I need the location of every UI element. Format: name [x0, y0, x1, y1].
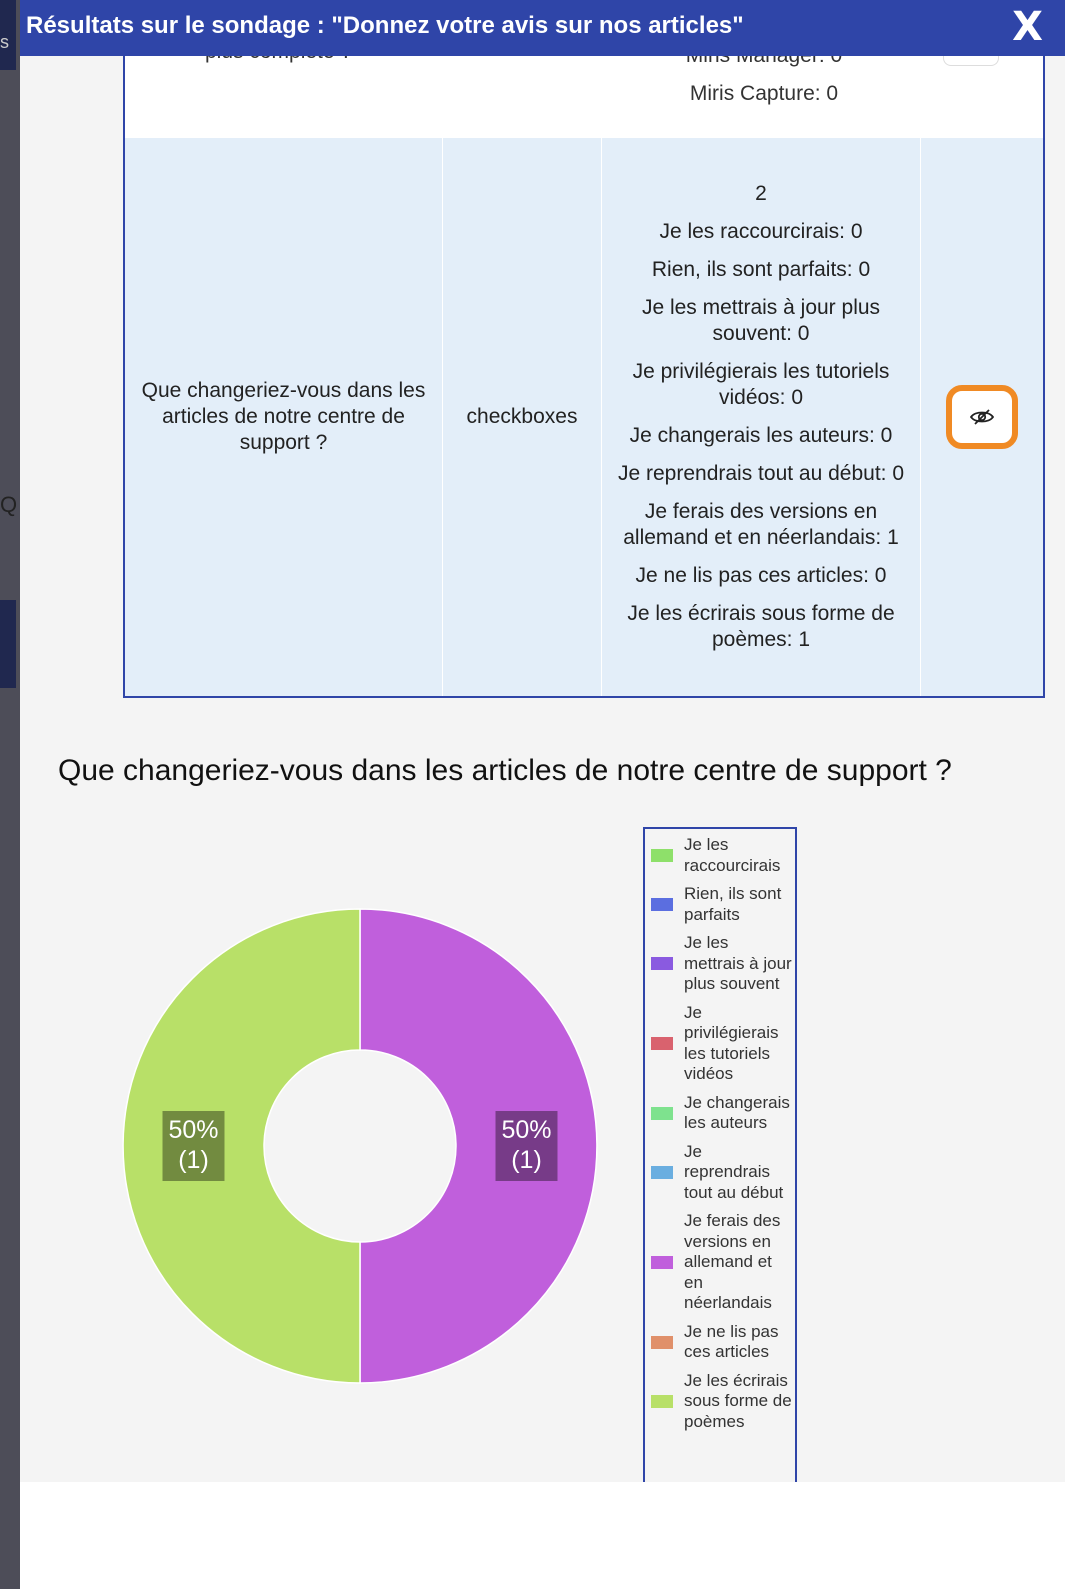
legend-swatch: [651, 1107, 673, 1120]
eye-slash-icon: [970, 409, 994, 425]
pie-slice[interactable]: [123, 909, 360, 1383]
answers-cell: [602, 138, 921, 696]
legend-swatch: [651, 1256, 673, 1269]
backdrop-text-q: Q: [0, 492, 18, 517]
legend-swatch: [651, 957, 673, 970]
legend-item[interactable]: [651, 1003, 795, 1085]
table-row-previous: [125, 56, 1043, 138]
backdrop-text-s: s: [0, 32, 9, 52]
legend-item[interactable]: [651, 933, 795, 995]
legend-label: Rien, ils sont parfaits: [684, 884, 782, 924]
legend-label: Je ne lis pas ces articles: [684, 1321, 779, 1361]
backdrop-nav-block: [0, 600, 16, 688]
legend-label: Je privilégierais les tutoriels vidéos: [684, 1002, 779, 1083]
data-label-percent: 50%: [501, 1116, 552, 1144]
legend-label: Je changerais les auteurs: [684, 1092, 790, 1132]
modal-footer: [20, 1482, 1065, 1589]
legend-item[interactable]: [651, 835, 795, 876]
answer-count: Rien, ils sont parfaits: 0: [651, 258, 871, 281]
answer-total: 2: [755, 182, 767, 205]
answer-count: Je les mettrais à jour plus souvent: 0: [641, 296, 881, 345]
legend-swatch: [651, 849, 673, 862]
modal-header: [20, 0, 1065, 56]
answer-count: Je changerais les auteurs: 0: [629, 424, 893, 447]
modal-body[interactable]: [20, 56, 1065, 1589]
legend-swatch: [651, 1395, 673, 1408]
answer-count: Je privilégierais les tutoriels vidéos: 0: [632, 360, 890, 409]
results-table: [123, 56, 1045, 698]
previous-option: Miris Capture: 0: [689, 82, 839, 105]
legend-item[interactable]: [651, 1371, 795, 1433]
legend-swatch: [651, 898, 673, 911]
legend-swatch: [651, 1166, 673, 1179]
action-cell: [921, 138, 1043, 696]
legend-swatch: [651, 1037, 673, 1050]
legend-item[interactable]: [651, 884, 795, 925]
answer-count: Je reprendrais tout au début: 0: [617, 462, 905, 485]
answer-count: Je ferais des versions en allemand et en néerlandais: 1: [623, 500, 899, 549]
data-label: [163, 1111, 225, 1181]
legend-label: Je les raccourcirais: [684, 835, 781, 875]
answer-count: Je les raccourcirais: 0: [659, 220, 863, 243]
toggle-visibility-button[interactable]: [946, 385, 1018, 449]
page-backdrop: [0, 0, 22, 1589]
legend-item[interactable]: [651, 1093, 795, 1134]
data-label-count: (1): [178, 1146, 209, 1174]
survey-results-modal: [20, 0, 1065, 1589]
legend-label: Je ferais des versions en allemand et en néerlandais: [684, 1211, 781, 1312]
answer-count: Je les écrirais sous forme de poèmes: 1: [627, 602, 895, 651]
data-label-percent: 50%: [168, 1116, 219, 1144]
modal-title: Résultats sur le sondage : "Donnez votre avis sur nos articles": [26, 12, 744, 39]
answer-count: Je ne lis pas ces articles: 0: [635, 564, 887, 587]
legend-label: Je les mettrais à jour plus souvent: [684, 933, 792, 993]
table-row: [125, 138, 1043, 696]
chart-legend: [643, 827, 797, 1565]
legend-label: Je les écrirais sous forme de poèmes: [684, 1370, 792, 1431]
type-cell: checkboxes: [443, 138, 602, 696]
legend-item[interactable]: [651, 1322, 795, 1363]
legend-item[interactable]: [651, 1211, 795, 1314]
donut-chart: [120, 906, 600, 1386]
data-label-count: (1): [511, 1146, 542, 1174]
chart-title: Que changeriez-vous dans les articles de notre centre de support ?: [58, 754, 952, 787]
legend-item[interactable]: [651, 1142, 795, 1204]
legend-label: Je reprendrais tout au début: [684, 1141, 784, 1202]
question-cell: Que changeriez-vous dans les articles de notre centre de support ?: [125, 138, 443, 696]
pie-slice[interactable]: [360, 909, 597, 1383]
close-button[interactable]: X: [1012, 4, 1043, 50]
data-label: [496, 1111, 558, 1181]
legend-swatch: [651, 1336, 673, 1349]
